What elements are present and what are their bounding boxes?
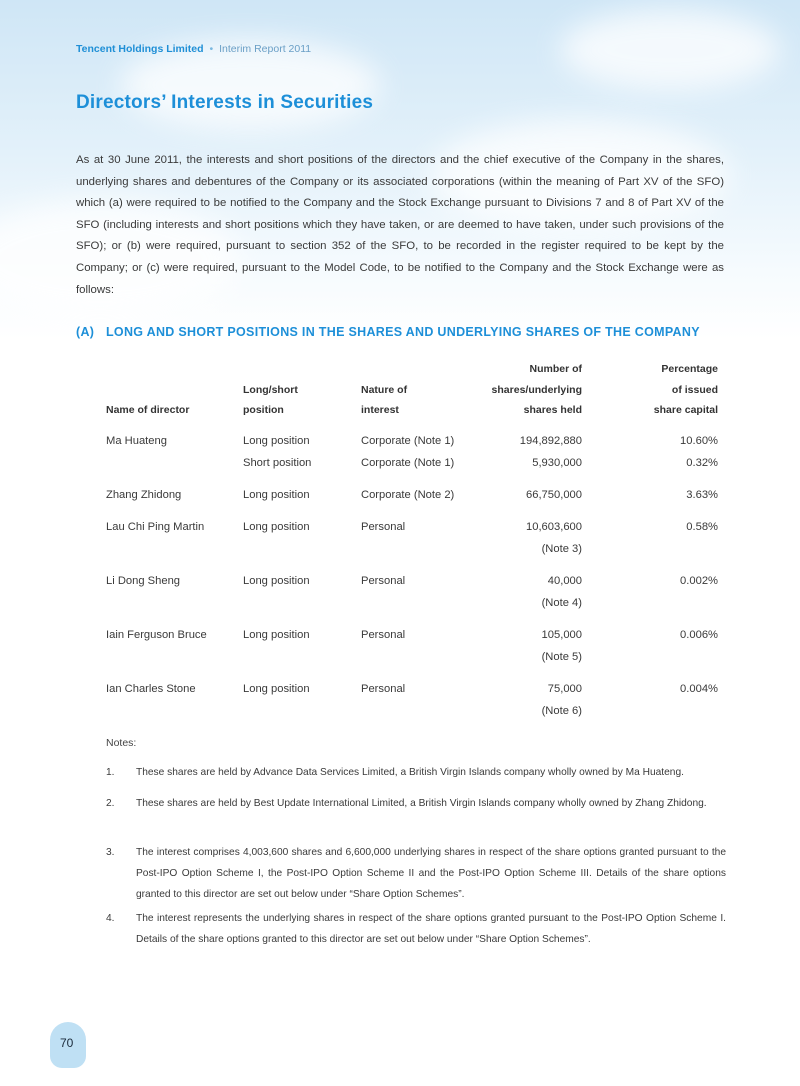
cell-note-ref: (Note 6) — [541, 705, 582, 717]
note-text: These shares are held by Advance Data Services Limited, a British Virgin Islands company wholly owned by Ma Huateng. — [136, 767, 684, 778]
page-title: Directors’ Interests in Securities — [76, 92, 374, 113]
cell-note-ref: (Note 5) — [541, 651, 582, 663]
cell-position: Long position — [243, 489, 310, 501]
note-number: 2. — [106, 798, 115, 809]
cell-nature: Corporate (Note 1) — [361, 457, 455, 469]
cell-position: Long position — [243, 521, 310, 533]
cell-note-ref: (Note 3) — [541, 543, 582, 555]
cell-nature: Corporate (Note 2) — [361, 489, 455, 501]
cell-director-name: Lau Chi Ping Martin — [106, 521, 205, 533]
note-number: 3. — [106, 847, 115, 858]
header-name: Name of director — [106, 404, 190, 416]
cell-shares: 40,000 — [547, 575, 582, 587]
header-company: Tencent Holdings Limited — [76, 43, 204, 55]
header-report: Interim Report 2011 — [219, 43, 312, 55]
note-text: The interest represents the underlying shares in respect of the share options granted pursuant to the Post-IPO Option Scheme I. Details of the share options granted to this director are set out below under “Share Option Schemes”. — [136, 913, 726, 945]
cell-position: Short position — [243, 457, 312, 469]
cell-position: Long position — [243, 683, 310, 695]
cell-percentage: 3.63% — [686, 489, 718, 501]
cell-shares: 75,000 — [547, 683, 582, 695]
cell-nature: Personal — [361, 575, 406, 587]
cell-shares: 194,892,880 — [519, 435, 582, 447]
note-item — [106, 762, 726, 783]
header-shares-line1: Number of — [529, 363, 582, 375]
header-shares-line2: shares/underlying — [491, 384, 582, 396]
cell-shares: 105,000 — [541, 629, 582, 641]
note-item — [106, 793, 726, 814]
note-number: 4. — [106, 913, 115, 924]
cell-nature: Corporate (Note 1) — [361, 435, 455, 447]
section-heading — [76, 325, 700, 339]
header-separator: • — [209, 43, 214, 55]
note-text: The interest comprises 4,003,600 shares and 6,600,000 underlying shares in respect of the share options granted pursuant to the Post-IPO Option Scheme I, the Post-IPO Option Scheme II and the Post-IPO Option Scheme III. Details of the share options granted to this director are set out below under “Share Option Schemes”. — [136, 847, 726, 900]
cell-shares: 5,930,000 — [532, 457, 582, 469]
note-text: These shares are held by Best Update International Limited, a British Virgin Islands company wholly owned by Zhang Zhidong. — [136, 798, 707, 809]
cell-note-ref: (Note 4) — [541, 597, 582, 609]
cell-percentage: 0.32% — [686, 457, 718, 469]
cell-nature: Personal — [361, 683, 406, 695]
header-shares-line3: shares held — [523, 404, 582, 416]
note-number: 1. — [106, 767, 115, 778]
cell-shares: 10,603,600 — [526, 521, 582, 533]
cell-percentage: 0.58% — [686, 521, 718, 533]
cell-shares: 66,750,000 — [526, 489, 582, 501]
header-nature-line2: interest — [361, 404, 399, 416]
cell-director-name: Li Dong Sheng — [106, 575, 181, 587]
running-header — [76, 43, 311, 55]
cell-nature: Personal — [361, 521, 406, 533]
header-position-line2: position — [243, 404, 284, 416]
header-pct-line3: share capital — [653, 404, 718, 416]
cell-nature: Personal — [361, 629, 406, 641]
cell-director-name: Ian Charles Stone — [106, 683, 196, 695]
cell-director-name: Ma Huateng — [106, 435, 167, 447]
header-pct-line1: Percentage — [661, 363, 718, 375]
cell-position: Long position — [243, 575, 310, 587]
cell-percentage: 10.60% — [680, 435, 718, 447]
note-item — [106, 842, 726, 905]
cell-director-name: Zhang Zhidong — [106, 489, 182, 501]
section-label: (A) — [76, 325, 95, 339]
cell-percentage: 0.006% — [680, 629, 718, 641]
cell-position: Long position — [243, 435, 310, 447]
cell-position: Long position — [243, 629, 310, 641]
header-nature-line1: Nature of — [361, 384, 408, 396]
intro-paragraph: As at 30 June 2011, the interests and short positions of the directors and the chief executive of the Company in the shares, underlying shares and debentures of the Company or its associated corporations (within the meaning of Part XV of the SFO) which (a) were required to be notified to the Company and the Stock Exchange pursuant to Divisions 7 and 8 of Part XV of the SFO (including interests and short positions which they have taken, or are deemed to have taken, under such provisions of the SFO); or (b) were required, pursuant to section 352 of the SFO, to be recorded in the register required to be kept by the Company; or (c) were required, pursuant to the Model Code, to be notified to the Company and the Stock Exchange were as follows: — [76, 154, 724, 296]
cell-director-name: Iain Ferguson Bruce — [106, 629, 207, 641]
header-pct-line2: of issued — [671, 384, 718, 396]
section-title: LONG AND SHORT POSITIONS IN THE SHARES AND UNDERLYING SHARES OF THE COMPANY — [106, 325, 700, 339]
cell-percentage: 0.002% — [680, 575, 718, 587]
note-item — [106, 908, 726, 950]
notes-heading: Notes: — [106, 737, 137, 749]
page-number: 70 — [60, 1036, 74, 1050]
header-position-line1: Long/short — [243, 384, 298, 396]
cell-percentage: 0.004% — [680, 683, 718, 695]
